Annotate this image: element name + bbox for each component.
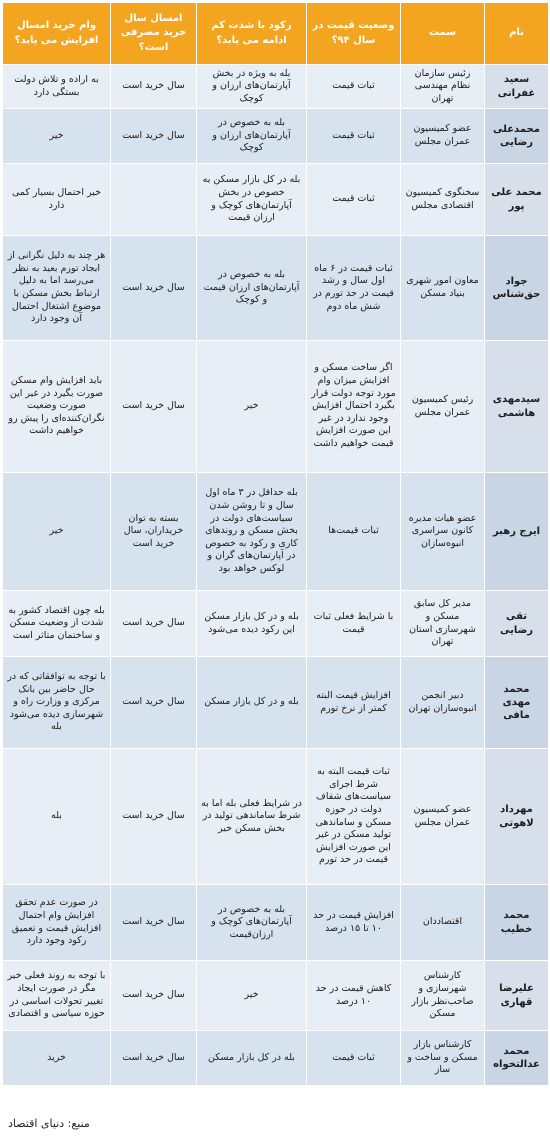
table-row bbox=[3, 65, 549, 109]
cell-price: ثبات قیمت bbox=[307, 109, 401, 164]
cell-year bbox=[111, 164, 197, 236]
cell-stagnation: بله حداقل در ۳ ماه اول سال و تا روشن شدن سیاست‌های دولت در بخش مسکن و روندهای کاری و رکود به خصوص در آپارتمان‌های گران و لوکس خواهد بود bbox=[197, 473, 307, 591]
cell-price: افزایش قیمت البته کمتر از نرخ تورم bbox=[307, 657, 401, 749]
cell-loan: هر چند به دلیل نگرانی از ایجاد تورم بعید به نظر می‌رسد اما به دلیل ارتباط بخش مسکن با موضوع اشتغال احتمال آن وجود دارد bbox=[3, 236, 111, 341]
cell-position: عضو کمیسیون عمران مجلس bbox=[401, 749, 485, 885]
cell-position: رئیس کمیسیون عمران مجلس bbox=[401, 341, 485, 473]
cell-year: سال خرید است bbox=[111, 1031, 197, 1086]
cell-loan: خرید bbox=[3, 1031, 111, 1086]
cell-stagnation: بله به ویژه در بخش آپارتمان‌های ارزان و کوچک bbox=[197, 65, 307, 109]
cell-price: با شرایط فعلی ثبات قیمت bbox=[307, 591, 401, 657]
cell-name: محمد عدالتخواه bbox=[485, 1031, 549, 1086]
cell-loan: خیر bbox=[3, 109, 111, 164]
cell-stagnation: خیر bbox=[197, 341, 307, 473]
table-row bbox=[3, 1031, 549, 1086]
cell-loan: خیر احتمال بسیار کمی دارد bbox=[3, 164, 111, 236]
cell-price: ثبات قیمت البته به شرط اجرای سیاست‌های شفاف دولت در حوزه مسکن و ساماندهی تولید مسکن در غیر این صورت افزایش قیمت در حد تورم bbox=[307, 749, 401, 885]
cell-name: ایرج رهبر bbox=[485, 473, 549, 591]
cell-loan: باید افزایش وام مسکن صورت بگیرد در غیر این صورت وضعیت نگران‌کننده‌ای را پیش رو خواهیم داشت bbox=[3, 341, 111, 473]
cell-loan: بله چون اقتصاد کشور به شدت از وضعیت مسکن و ساختمان متاثر است bbox=[3, 591, 111, 657]
cell-stagnation: بله و در کل بازار مسکن bbox=[197, 657, 307, 749]
cell-year: سال خرید است bbox=[111, 109, 197, 164]
cell-position: معاون امور شهری بنیاد مسکن bbox=[401, 236, 485, 341]
header-stagnation: رکود با شدت کم ادامه می یابد؟ bbox=[197, 3, 307, 65]
table-row bbox=[3, 109, 549, 164]
cell-loan: بله bbox=[3, 749, 111, 885]
cell-name: محمد مهدی مافی bbox=[485, 657, 549, 749]
cell-price: ثبات قیمت bbox=[307, 1031, 401, 1086]
cell-name: محمد علی پور bbox=[485, 164, 549, 236]
cell-name: تقی رضایی bbox=[485, 591, 549, 657]
cell-name: جواد حق‌شناس bbox=[485, 236, 549, 341]
cell-year: سال خرید است bbox=[111, 341, 197, 473]
table-row bbox=[3, 657, 549, 749]
cell-position: دبیر انجمن انبوه‌سازان تهران bbox=[401, 657, 485, 749]
cell-price: ثبات قیمت‌ها bbox=[307, 473, 401, 591]
cell-position: رئیس سازمان نظام مهندسی تهران bbox=[401, 65, 485, 109]
cell-loan: با توجه به توافقاتی که در حال حاضر بین بانک مرکزی و وزارت راه و شهرسازی دیده می‌شود بله bbox=[3, 657, 111, 749]
cell-stagnation: بله به خصوص در آپارتمان‌های کوچک و ارزان‌قیمت bbox=[197, 885, 307, 961]
cell-price: ثبات قیمت bbox=[307, 164, 401, 236]
source-caption: منبع: دنیای اقتصاد bbox=[8, 1117, 90, 1130]
cell-stagnation: بله در کل بازار مسکن به خصوص در بخش آپارتمان‌های کوچک و ارزان قیمت bbox=[197, 164, 307, 236]
cell-price: کاهش قیمت در حد ۱۰ درصد bbox=[307, 961, 401, 1031]
cell-year: سال خرید است bbox=[111, 749, 197, 885]
cell-stagnation: در شرایط فعلی بله اما به شرط ساماندهی تولید در بخش مسکن خیر bbox=[197, 749, 307, 885]
table-row bbox=[3, 749, 549, 885]
cell-price: افزایش قیمت در حد ۱۰ تا ۱۵ درصد bbox=[307, 885, 401, 961]
table-row bbox=[3, 164, 549, 236]
cell-position: عضو هیات مدیره کانون سراسری انبوه‌سازان bbox=[401, 473, 485, 591]
cell-year: سال خرید است bbox=[111, 657, 197, 749]
cell-position: سخنگوی کمیسیون اقتصادی مجلس bbox=[401, 164, 485, 236]
table-row bbox=[3, 591, 549, 657]
table-row bbox=[3, 885, 549, 961]
table-row bbox=[3, 341, 549, 473]
cell-stagnation: بله به خصوص در آپارتمان‌های ارزان و کوچک bbox=[197, 109, 307, 164]
cell-loan: با توجه به روند فعلی خیر مگر در صورت ایجاد تغییر تحولات اساسی در حوزه سیاسی و اقتصادی bbox=[3, 961, 111, 1031]
header-loan-increase: وام خرید امسال افزایش می یابد؟ bbox=[3, 3, 111, 65]
cell-price: ثبات قیمت در ۶ ماه اول سال و رشد قیمت در حد تورم در شش ماه دوم bbox=[307, 236, 401, 341]
table-row bbox=[3, 961, 549, 1031]
cell-year: بسته به توان خریداران، سال خرید است bbox=[111, 473, 197, 591]
cell-name: سیدمهدی هاشمی bbox=[485, 341, 549, 473]
housing-forecast-table bbox=[2, 2, 549, 1086]
cell-price: اگر ساخت مسکن و افزایش میزان وام مورد توجه دولت قرار بگیرد احتمال افزایش وجود ندارد در غیر این صورت افزایش قیمت خواهیم داشت bbox=[307, 341, 401, 473]
cell-loan: به اراده و تلاش دولت بستگی دارد bbox=[3, 65, 111, 109]
cell-position: عضو کمیسیون عمران مجلس bbox=[401, 109, 485, 164]
cell-stagnation: بله در کل بازار مسکن bbox=[197, 1031, 307, 1086]
table-row bbox=[3, 473, 549, 591]
table-row bbox=[3, 236, 549, 341]
cell-position: اقتصاددان bbox=[401, 885, 485, 961]
cell-name: محمدعلی رضایی bbox=[485, 109, 549, 164]
cell-stagnation: بله به خصوص در آپارتمان‌های ارزان قیمت و کوچک bbox=[197, 236, 307, 341]
cell-position: مدیر کل سابق مسکن و شهرسازی استان تهران bbox=[401, 591, 485, 657]
header-name: نام bbox=[485, 3, 549, 65]
header-price-status: وضعیت قیمت در سال ۹۴؟ bbox=[307, 3, 401, 65]
cell-year: سال خرید است bbox=[111, 236, 197, 341]
cell-stagnation: خیر bbox=[197, 961, 307, 1031]
cell-year: سال خرید است bbox=[111, 885, 197, 961]
header-position: سمت bbox=[401, 3, 485, 65]
cell-name: محمد خطیب bbox=[485, 885, 549, 961]
cell-year: سال خرید است bbox=[111, 591, 197, 657]
table-header-row bbox=[3, 3, 549, 65]
cell-name: مهرداد لاهوتی bbox=[485, 749, 549, 885]
cell-year: سال خرید است bbox=[111, 961, 197, 1031]
cell-loan: خیر bbox=[3, 473, 111, 591]
cell-position: کارشناس شهرسازی و صاحب‌نظر بازار مسکن bbox=[401, 961, 485, 1031]
header-buying-year: امسال سال خرید مصرفی است؟ bbox=[111, 3, 197, 65]
cell-stagnation: بله و در کل بازار مسکن این رکود دیده می‌شود bbox=[197, 591, 307, 657]
cell-position: کارشناس بازار مسکن و ساخت و ساز bbox=[401, 1031, 485, 1086]
cell-year: سال خرید است bbox=[111, 65, 197, 109]
cell-name: سعید غفرانی bbox=[485, 65, 549, 109]
cell-price: ثبات قیمت bbox=[307, 65, 401, 109]
cell-name: علیرضا قهاری bbox=[485, 961, 549, 1031]
cell-loan: در صورت عدم تحقق افزایش وام احتمال افزایش قیمت و تعمیق رکود وجود دارد bbox=[3, 885, 111, 961]
